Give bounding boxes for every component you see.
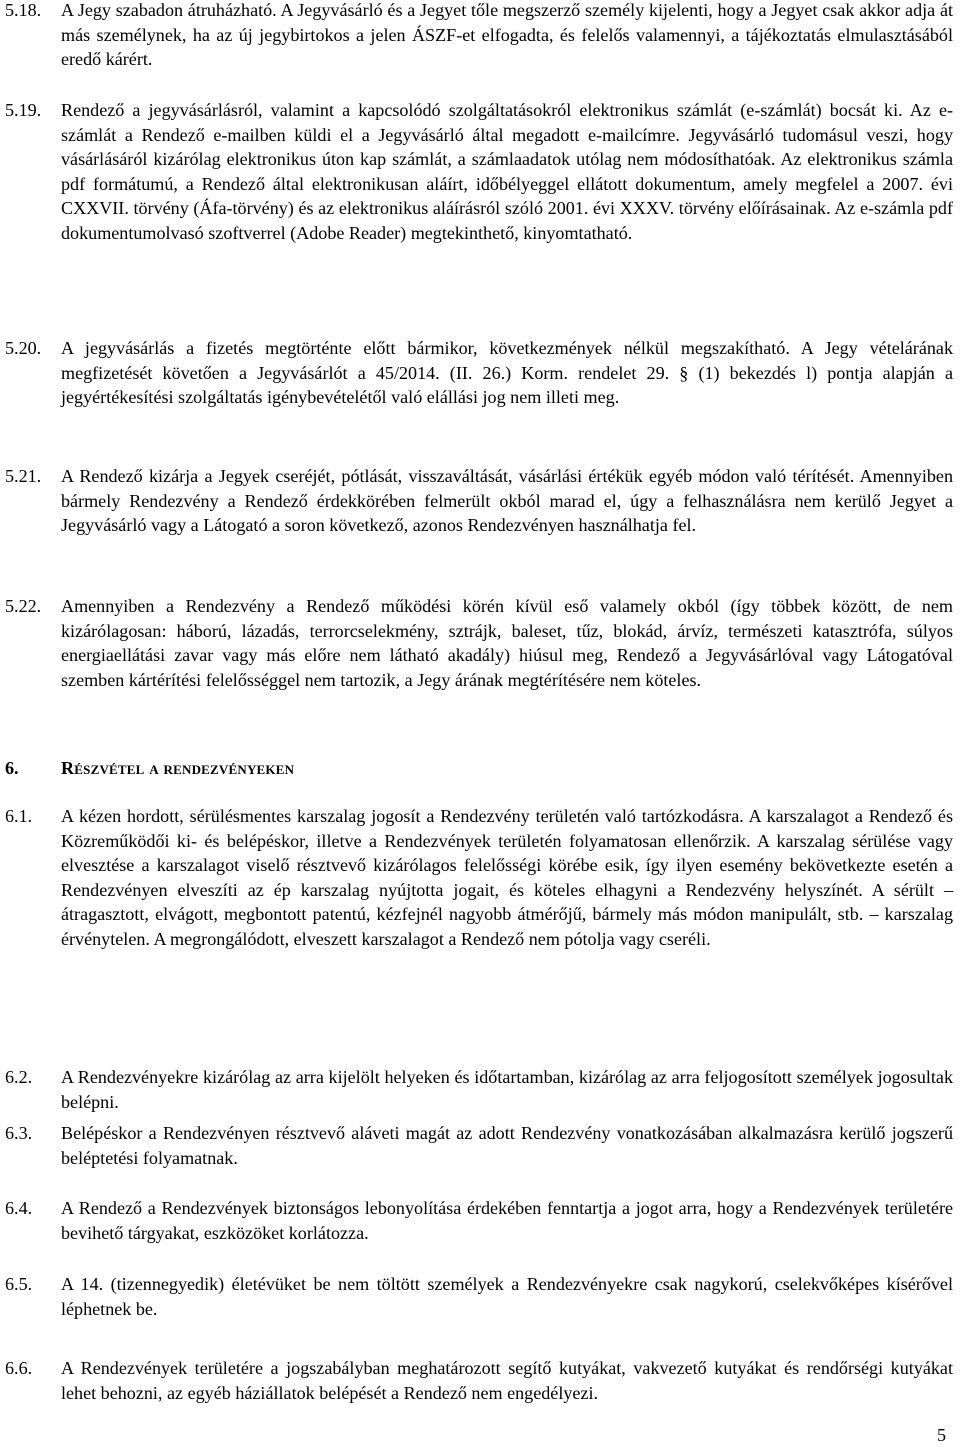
- paragraph-number: 6.1.: [5, 806, 33, 826]
- paragraph-number: 5.21.: [5, 466, 42, 486]
- paragraph-6-3: [5, 1121, 953, 1170]
- paragraph-text: A jegyvásárlás a fizetés megtörténte előtt bármikor, következmények nélkül megszakítható. A Jegy vételárának megfizetését követően a Jegyvásárlót a 45/2014. (II. 26.) Korm. rendelet 29. § (1) bekezdés l) pontja alapján a jegyértékesítési szolgáltatás igénybevételétől való elállási jog nem illeti meg.: [61, 338, 953, 408]
- paragraph-5-18: [5, 0, 953, 72]
- paragraph-6-1: [5, 804, 953, 952]
- paragraph-number: 6.5.: [5, 1274, 33, 1294]
- paragraph-number: 5.18.: [5, 0, 42, 20]
- paragraph-number: 6.3.: [5, 1123, 33, 1143]
- paragraph-5-21: [5, 464, 953, 538]
- paragraph-text: Amennyiben a Rendezvény a Rendező működési körén kívül eső valamely okból (így többek között, de nem kizárólagosan: háború, lázadás, terrorcselekmény, sztrájk, baleset, tűz, blokád, árvíz, természeti katasztrófa, súlyos energiaellátási zavar vagy más előre nem látható akadály) hiúsul meg, Rendező a Jegyvásárlóval vagy Látogatóval szemben kártérítési felelősséggel nem tartozik, a Jegy árának megtérítésére nem köteles.: [61, 596, 953, 690]
- paragraph-5-20: [5, 336, 953, 410]
- paragraph-text: A Rendező a Rendezvények biztonságos lebonyolítása érdekében fenntartja a jogot arra, hogy a Rendezvények területére bevihető tárgyakat, eszközöket korlátozza.: [61, 1198, 953, 1243]
- paragraph-number: 5.19.: [5, 100, 42, 120]
- section-heading: [5, 756, 953, 781]
- paragraph-number: 6.6.: [5, 1358, 33, 1378]
- paragraph-5-19: [5, 98, 953, 246]
- paragraph-text: Rendező a jegyvásárlásról, valamint a kapcsolódó szolgáltatásokról elektronikus számlát (e-számlát) bocsát ki. Az e-számlát a Rendező e-mailben küldi el a Jegyvásárló által megadott e-mailcímre. Jegyvásárló tudomásul veszi, hogy vásárlásáról kizárólag elektronikus úton kap számlát, a számlaadatok utólag nem módosíthatóak. Az elektronikus számla pdf formátumú, a Rendező által elektronikusan aláírt, időbélyeggel ellátott dokumentum, amely megfelel a 2007. évi CXXVII. törvény (Áfa-törvény) és az elektronikus aláírásról szóló 2001. évi XXXV. törvény előírásainak. Az e-számla pdf dokumentumolvasó szoftverrel (Adobe Reader) megtekinthető, kinyomtatható.: [61, 100, 953, 243]
- section-number: 6.: [5, 758, 19, 778]
- paragraph-6-4: [5, 1196, 953, 1245]
- paragraph-6-6: [5, 1356, 953, 1405]
- paragraph-text: A 14. (tizennegyedik) életévüket be nem töltött személyek a Rendezvényekre csak nagykorú, cselekvőképes kísérővel léphetnek be.: [61, 1274, 953, 1319]
- paragraph-text: Belépéskor a Rendezvényen résztvevő aláveti magát az adott Rendezvény vonatkozásában alkalmazásra kerülő jogszerű beléptetési folyamatnak.: [61, 1123, 953, 1168]
- paragraph-number: 5.22.: [5, 596, 42, 616]
- section-title: Részvétel a rendezvényeken: [61, 758, 295, 778]
- paragraph-6-2: [5, 1065, 953, 1114]
- paragraph-text: A Rendezvényekre kizárólag az arra kijelölt helyeken és időtartamban, kizárólag az arra feljogosított személyek jogosultak belépni.: [61, 1067, 953, 1112]
- paragraph-5-22: [5, 594, 953, 692]
- paragraph-text: A Rendező kizárja a Jegyek cseréjét, pótlását, visszaváltását, vásárlási értékük egyéb módon való térítését. Amennyiben bármely Rendezvény a Rendező érdekkörében felmerült okból marad el, úgy a felhasználásra nem kerülő Jegyet a Jegyvásárló vagy a Látogató a soron következő, azonos Rendezvényen használhatja fel.: [61, 466, 953, 536]
- paragraph-number: 6.4.: [5, 1198, 33, 1218]
- paragraph-text: A Jegy szabadon átruházható. A Jegyvásárló és a Jegyet tőle megszerző személy kijelenti, hogy a Jegyet csak akkor adja át más személynek, ha az új jegybirtokos a jelen ÁSZF-et elfogadta, és felelős valamennyi, a tájékoztatás elmulasztásából eredő kárért.: [61, 0, 953, 70]
- paragraph-number: 5.20.: [5, 338, 42, 358]
- paragraph-6-5: [5, 1272, 953, 1321]
- paragraph-number: 6.2.: [5, 1067, 33, 1087]
- paragraph-text: A kézen hordott, sérülésmentes karszalag jogosít a Rendezvény területén való tartózkodásra. A karszalagot a Rendező és Közreműködői ki- és belépéskor, illetve a Rendezvények területén folyamatosan ellenőrzik. A karszalag sérülése vagy elvesztése a karszalagot viselő résztvevő kizárólagos felelősségi körébe esik, így ilyen esemény bekövetkezte esetén a Rendezvényen elveszíti az ép karszalag nyújtotta jogait, és köteles elhagyni a Rendezvény helyszínét. A sérült – átragasztott, elvágott, megbontott patentú, kézfejnél nagyobb átmérőjű, bármely más módon manipulált, stb. – karszalag érvénytelen. A megrongálódott, elveszett karszalagot a Rendező nem pótolja vagy cseréli.: [61, 806, 953, 949]
- page-number: 5: [936, 1425, 946, 1445]
- paragraph-text: A Rendezvények területére a jogszabályban meghatározott segítő kutyákat, vakvezető kutyákat és rendőrségi kutyákat lehet behozni, az egyéb háziállatok belépését a Rendező nem engedélyezi.: [61, 1358, 953, 1403]
